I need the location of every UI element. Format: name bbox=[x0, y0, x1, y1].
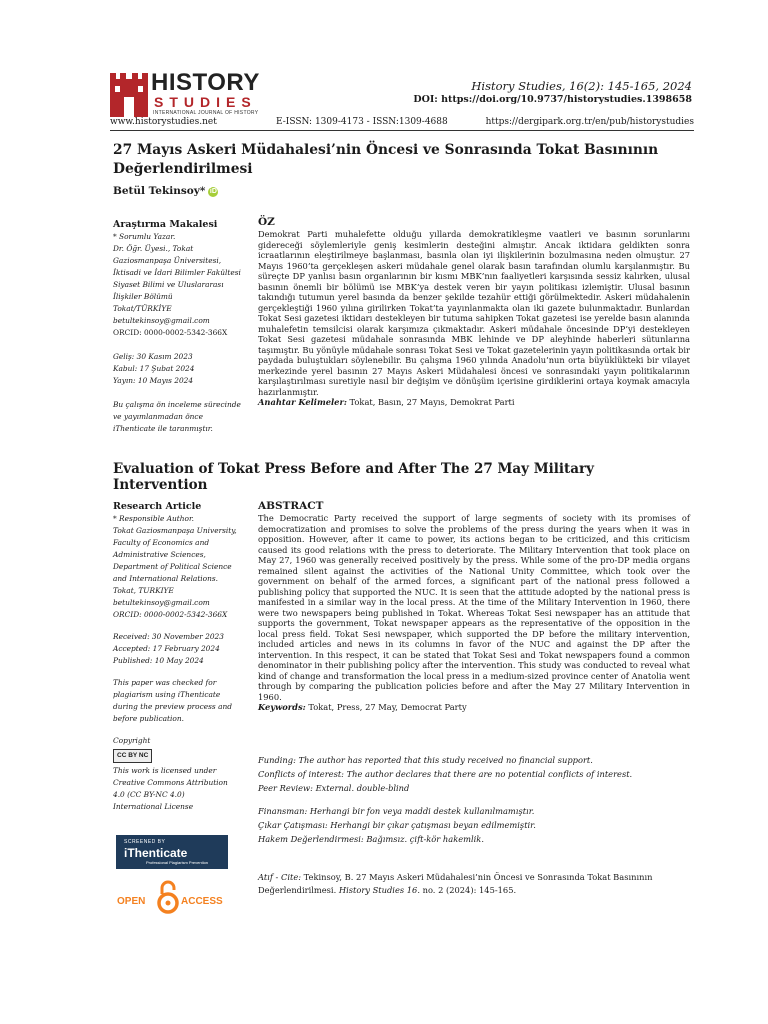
license-line: This work is licensed under bbox=[113, 766, 217, 775]
open-access-badge[interactable] bbox=[117, 880, 229, 916]
published-date-tr: Yayın: 10 Mayıs 2024 bbox=[113, 376, 194, 385]
affiliation-line: İlişkiler Bölümü bbox=[113, 292, 173, 301]
keywords-value-tr: Tokat, Basın, 27 Mayıs, Demokrat Parti bbox=[346, 397, 515, 407]
review-note-en: Peer Review: External. double-blind bbox=[258, 783, 410, 793]
declarations-en bbox=[258, 753, 698, 795]
journal-citation: History Studies, 16(2): 145-165, 2024 bbox=[471, 79, 692, 93]
license-line: International License bbox=[113, 802, 194, 811]
email-tr[interactable]: betultekinsoy@gmail.com bbox=[113, 316, 210, 325]
plagiarism-note-tr: ve yayımlanmadan önce bbox=[113, 412, 203, 421]
responsible-author-en: * Responsible Author. bbox=[113, 514, 195, 523]
plagiarism-note-tr: iThenticate ile taranmıştır. bbox=[113, 424, 213, 433]
oz-section bbox=[258, 216, 690, 408]
declarations-tr bbox=[258, 804, 698, 846]
keywords-value-en: Tokat, Press, 27 May, Democrat Party bbox=[305, 702, 467, 712]
cc-license-icon[interactable]: CC BY NC bbox=[113, 749, 152, 763]
open-access-left: OPEN bbox=[117, 896, 146, 907]
author-name bbox=[113, 185, 218, 197]
logo-tagline: INTERNATIONAL JOURNAL OF HISTORY bbox=[153, 110, 259, 116]
affiliation-line: Gaziosmanpaşa Üniversitesi, bbox=[113, 256, 222, 265]
plagiarism-note-en: during the preview process and bbox=[113, 702, 232, 711]
plagiarism-note-en: plagiarism using iThenticate bbox=[113, 690, 221, 699]
open-access-right: ACCESS bbox=[181, 896, 223, 907]
citation-text: Tekinsoy, B. 27 Mayıs Askeri Müdahalesi’nin Öncesi ve Sonrasında Tokat Basınının Değerlendirilmesi. bbox=[258, 872, 653, 895]
article-type-tr: Araştırma Makalesi bbox=[113, 219, 218, 230]
keywords-label-en: Keywords: bbox=[258, 702, 306, 712]
tr-side-info bbox=[113, 218, 253, 435]
article-type-en: Research Article bbox=[113, 501, 202, 512]
country-tr: Tokat/TÜRKİYE bbox=[113, 304, 172, 313]
citation-tail: . no. 2 (2024): 145-165. bbox=[417, 885, 517, 895]
review-note-tr: Hakem Değerlendirmesi: Bağımsız. çift-kör hakemlik. bbox=[258, 834, 484, 844]
logo-wordmark-studies: STUDIES bbox=[154, 94, 257, 110]
citation-block bbox=[258, 871, 690, 897]
affiliation-line: Tokat Gaziosmanpaşa University, bbox=[113, 526, 237, 535]
ithenticate-screened-label: SCREENED BY bbox=[124, 839, 166, 845]
abstract-heading: ABSTRACT bbox=[258, 500, 324, 512]
citation-label: Atıf - Cite: bbox=[258, 872, 302, 882]
author-name-text: Betül Tekinsoy* bbox=[113, 185, 206, 197]
orcid-tr: ORCID: 0000-0002-5342-366X bbox=[113, 328, 228, 337]
country-en: Tokat, TURKIYE bbox=[113, 586, 174, 595]
website-link[interactable]: www.historystudies.net bbox=[110, 117, 217, 127]
abstract-text: The Democratic Party received the support of large segments of society with its promises of democratization and promises to solve the problems of the press during the years when it was in opposition. However, after it came to power, its actions began to be criticized, and this criticism caused its good relations with the press to deteriorate. The Military Intervention that took place on May 27, 1960 was generally received positively by the press. While some of the pro-DP media organs remained silent against the activities of the National Unity Committee, which took over the government on behalf of the armed forces, a significant part of the national press followed a publishing policy that supported the NUC. It is seen that the attitude adopted by the national press is manifested in a similar way in the local press. At the time of the Military Intervention in 1960, there were two newspapers being published in Tokat. Whereas Tokat Sesi newspaper has an attitude that supports the government, Tokat newspaper appears as the representative of the opposition in the local press field. Tokat Sesi newspaper, which supported the DP before the military intervention, included articles and news in its columns in favor of the NUC and against the DP after the intervention. In this respect, it can be stated that Tokat Sesi and Tokat newspapers found a common denominator in their publishing policy after the intervention. This study was conducted to reveal what kind of change and transformation the local press in a medium-sized province center of Anatolia went through by comparing the publication policies before and after the May 27 Military Intervention in 1960. bbox=[258, 513, 690, 702]
article-title-tr: 27 Mayıs Askeri Müdahalesi’nin Öncesi ve Sonrasında Tokat Basınının Değerlendirilmesi bbox=[113, 142, 659, 177]
en-side-info bbox=[113, 500, 253, 813]
received-date-tr: Geliş: 30 Kasım 2023 bbox=[113, 352, 193, 361]
abstract-section bbox=[258, 500, 690, 713]
conflict-note-en: Conflicts of interest: The author declares that there are no potential conflicts of interest. bbox=[258, 769, 633, 779]
journal-logo-icon bbox=[110, 71, 148, 117]
affiliation-line: Faculty of Economics and bbox=[113, 538, 210, 547]
published-date-en: Published: 10 May 2024 bbox=[113, 656, 204, 665]
affiliation-line: Administrative Sciences, bbox=[113, 550, 206, 559]
affiliation-line: and International Relations. bbox=[113, 574, 219, 583]
license-line: 4.0 (CC BY-NC 4.0) bbox=[113, 790, 185, 799]
keywords-tr bbox=[258, 397, 690, 408]
funding-note-tr: Finansman: Herhangi bir fon veya maddi destek kullanılmamıştır. bbox=[258, 806, 535, 816]
plagiarism-note-tr: Bu çalışma ön inceleme sürecinde bbox=[113, 400, 241, 409]
citation-journal: History Studies 16 bbox=[338, 885, 418, 895]
ithenticate-sub: Professional Plagiarism Prevention bbox=[146, 860, 209, 865]
keywords-en bbox=[258, 702, 690, 713]
header-divider bbox=[110, 130, 694, 131]
email-en[interactable]: betultekinsoy@gmail.com bbox=[113, 598, 210, 607]
keywords-label-tr: Anahtar Kelimeler: bbox=[258, 397, 347, 407]
affiliation-line: Department of Political Science bbox=[113, 562, 232, 571]
conflict-note-tr: Çıkar Çatışması: Herhangi bir çıkar çatışması beyan edilmemiştir. bbox=[258, 820, 536, 830]
affiliation-line: İktisadi ve İdari Bilimler Fakültesi bbox=[113, 268, 241, 277]
received-date-en: Received: 30 November 2023 bbox=[113, 632, 224, 641]
funding-note-en: Funding: The author has reported that this study received no financial support. bbox=[258, 755, 593, 765]
plagiarism-note-en: before publication. bbox=[113, 714, 184, 723]
orcid-icon[interactable]: iD bbox=[209, 188, 217, 195]
open-access-lock-icon bbox=[157, 880, 179, 914]
dergipark-link[interactable]: https://dergipark.org.tr/en/pub/historystudies bbox=[485, 117, 694, 127]
oz-text: Demokrat Parti muhalefette olduğu yıllarda demokratikleşme vaatleri ve basının sorunlarını gidereceği söylemleriyle geniş kesimlerin desteğini almıştır. Ancak iktidara geldikten sonra icraatlarının eleştirilmeye başlanması, basınla olan iyi ilişkilerinin bozulmasına neden olmuştur. 27 Mayıs 1960’ta gerçekleşen askeri müdahale genel olarak basın tarafından olumlu karşılanmıştır. Bu süreçte DP yanlısı basın organlarının bir kısmı MBK’nın faaliyetleri karşısında sessiz kalırken, ulusal basının önemli bir bölümü ise MBK’ya destek veren bir yayın politikası izlemiştir. Ulusal basının takındığı tutumun yerel basında da benzer şekilde tezahür ettiği görülmektedir. Askeri müdahalenin gerçekleştiği 1960 yılına girilirken Tokat’ta yayınlanmakta olan iki gazete bulunmaktadır. Bunlardan Tokat Sesi gazetesi iktidarı destekleyen bir tutuma sahipken Tokat gazetesi ise yerelde basın alanında muhalefetin temsilcisi olarak karşımıza çıkmaktadır. Askeri müdahale öncesinde DP’yi destekleyen Tokat Sesi gazetesi müdahale sonrasında MBK lehinde ve DP aleyhinde haberleri sütunlarına taşımıştır. Bu yönüyle müdahale sonrası Tokat Sesi ve Tokat gazetelerinin yayın politikasında ortak bir paydada buluştukları söylenebilir. Bu çalışma 1960 yılında Anadolu’nun orta büyüklükteki bir vilayet merkezinde yerel basının 27 Mayıs Askeri Müdahalesi öncesi ve sonrasındaki yayın politikalarının karşılaştırılması suretiyle nasıl bir değişim ve dönüşüm içerisine girdiklerini ortaya koymak amacıyla hazırlanmıştır. bbox=[258, 229, 690, 397]
logo-wordmark-history: HISTORY bbox=[151, 69, 260, 96]
ithenticate-logo: iThenticate bbox=[124, 846, 188, 860]
oz-heading: ÖZ bbox=[258, 216, 275, 228]
license-line: Creative Commons Attribution bbox=[113, 778, 228, 787]
accepted-date-tr: Kabul: 17 Şubat 2024 bbox=[113, 364, 195, 373]
doi-link[interactable]: DOI: https://doi.org/10.9737/historystudies.1398658 bbox=[413, 94, 692, 105]
affiliation-line: Dr. Öğr. Üyesi., Tokat bbox=[113, 244, 194, 253]
affiliation-line: Siyaset Bilimi ve Uluslararası bbox=[113, 280, 224, 289]
orcid-en: ORCID: 0000-0002-5342-366X bbox=[113, 610, 228, 619]
copyright-label: Copyright bbox=[113, 736, 151, 745]
accepted-date-en: Accepted: 17 February 2024 bbox=[113, 644, 220, 653]
responsible-author-tr: * Sorumlu Yazar. bbox=[113, 232, 176, 241]
ithenticate-badge[interactable] bbox=[116, 835, 228, 869]
plagiarism-note-en: This paper was checked for bbox=[113, 678, 217, 687]
article-title-en: Evaluation of Tokat Press Before and After The 27 May Military Intervention bbox=[113, 461, 594, 493]
issn-text: E-ISSN: 1309-4173 - ISSN:1309-4688 bbox=[276, 117, 448, 127]
